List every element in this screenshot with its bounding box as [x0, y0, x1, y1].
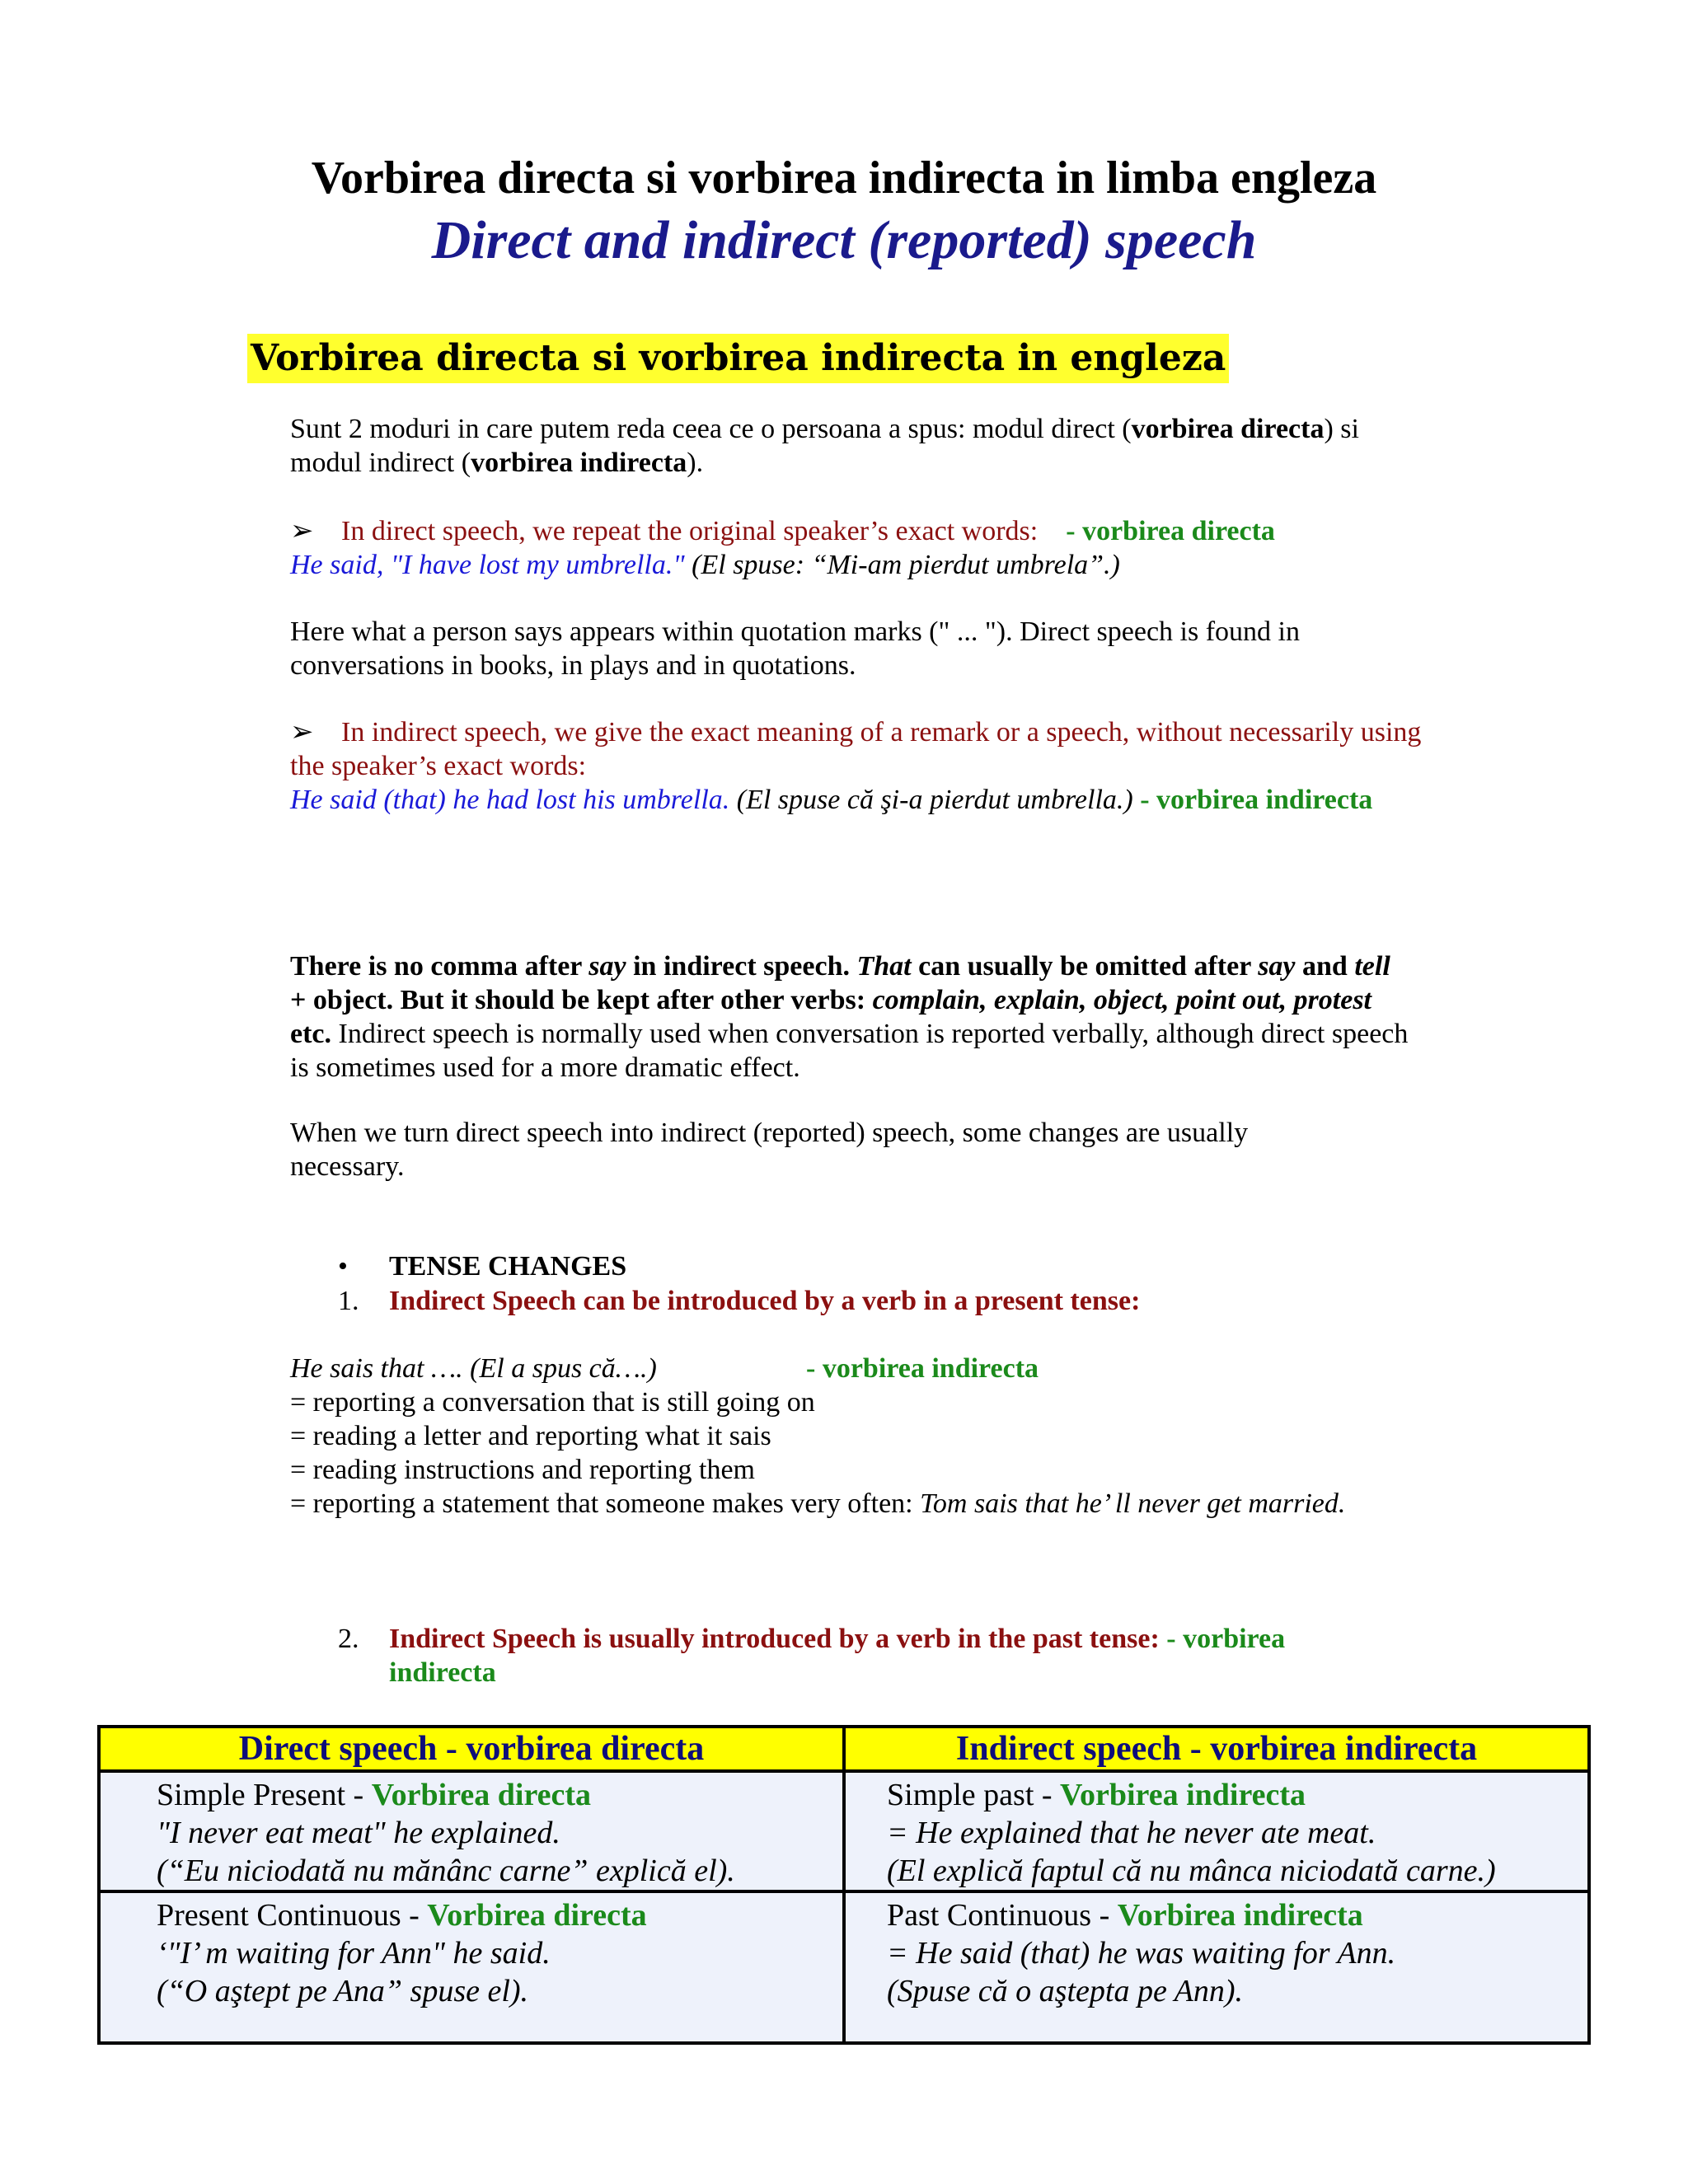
item2-tag: - vorbirea indirecta	[389, 1624, 1286, 1688]
example-line: = He said (that) he was waiting for Ann.	[887, 1936, 1396, 1971]
table-row	[99, 1891, 1589, 2043]
example-translation: (“O aştept pe Ana” spuse el).	[157, 1974, 529, 2008]
tense-name: Past Continuous -	[887, 1898, 1118, 1933]
example-line: "I never eat meat" he explained.	[157, 1816, 560, 1850]
page-subtitle: Direct and indirect (reported) speech	[431, 210, 1257, 270]
table-header-direct: Direct speech - vorbirea directa	[99, 1727, 844, 1771]
use-example: Tom sais that he’ ll never get married.	[920, 1488, 1346, 1519]
example-line: = He explained that he never ate meat.	[887, 1816, 1376, 1850]
intro-paragraph	[290, 412, 1436, 480]
example-translation: (El explică faptul că nu mânca niciodată carne.)	[887, 1854, 1496, 1888]
example-line: ‘"I’ m waiting for Ann" he said.	[157, 1936, 551, 1971]
indirect-point-tag: - vorbirea indirecta	[1140, 785, 1373, 815]
comma-rule-term: tell	[1354, 951, 1390, 982]
tense-tag: Vorbirea indirecta	[1060, 1778, 1306, 1812]
intro-text-1: Sunt 2 moduri in care putem reda ceea ce o persoana a spus: modul direct (	[290, 414, 1132, 444]
tense-name: Simple past -	[887, 1778, 1061, 1812]
intro-text-2: ) si modul indirect (	[290, 414, 1359, 478]
present-tense-uses	[290, 1352, 1436, 1521]
table-cell-indirect	[844, 1771, 1589, 1891]
use-item: = reporting a conversation that is still going on	[290, 1387, 815, 1418]
comma-rule-text: and	[1295, 951, 1355, 982]
table-row	[99, 1771, 1589, 1891]
indirect-example-ro: (El spuse că şi-a pierdut umbrella.)	[729, 785, 1141, 815]
direct-point-text: In direct speech, we repeat the original speaker’s exact words:	[341, 516, 1039, 546]
tense-tag: Vorbirea directa	[371, 1778, 592, 1812]
indirect-point-text: In indirect speech, we give the exact meaning of a remark or a speech, without necessarily using the speaker’s exact words:	[290, 717, 1422, 781]
tense-item-1	[338, 1284, 1140, 1318]
arrow-bullet-icon: ➢	[290, 717, 314, 748]
comma-rule-paragraph	[290, 949, 1411, 1085]
item-number: 1.	[338, 1286, 359, 1316]
comma-rule-text: + object. But it should be kept after other verbs:	[290, 985, 873, 1015]
use-item: = reading instructions and reporting them	[290, 1455, 755, 1485]
indirect-example-en: He said (that) he had lost his umbrella.	[290, 785, 730, 815]
table-cell-direct	[99, 1891, 844, 2043]
comma-rule-term: That	[856, 951, 912, 982]
changes-note: When we turn direct speech into indirect (reported) speech, some changes are usually necessary.	[290, 1118, 1249, 1182]
use-item: = reading a letter and reporting what it sais	[290, 1421, 771, 1451]
comma-rule-text: can usually be omitted after	[911, 951, 1259, 982]
intro-bold-indirect: vorbirea indirecta	[471, 448, 687, 478]
direct-example-en: He said, "I have lost my umbrella."	[290, 550, 685, 580]
comma-rule-text: in indirect speech.	[626, 951, 857, 982]
present-example-tag: - vorbirea indirecta	[806, 1353, 1039, 1384]
comma-rule-text: etc.	[290, 1019, 332, 1049]
item-number: 2.	[338, 1624, 359, 1654]
comma-rule-text: There is no comma after	[290, 951, 589, 982]
table-cell-indirect	[844, 1891, 1589, 2043]
comma-rule-term: say	[1258, 951, 1296, 982]
page-title: Vorbirea directa si vorbirea indirecta in limba engleza	[311, 152, 1377, 204]
table-cell-direct	[99, 1771, 844, 1891]
tense-name: Present Continuous -	[157, 1898, 428, 1933]
comma-rule-term: say	[588, 951, 626, 982]
intro-bold-direct: vorbirea directa	[1131, 414, 1325, 444]
intro-text-3: ).	[687, 448, 704, 478]
tense-changes-bullet	[338, 1249, 626, 1283]
direct-example-ro: (El spuse: “Mi-am pierdut umbrela”.)	[684, 550, 1120, 580]
bullet-dot-icon: •	[338, 1251, 348, 1282]
direct-speech-point	[290, 514, 1436, 582]
example-translation: (“Eu niciodată nu mănânc carne” explică el).	[157, 1854, 735, 1888]
table-header-indirect: Indirect speech - vorbirea indirecta	[844, 1727, 1589, 1771]
use-item: = reporting a statement that someone makes very often:	[290, 1488, 921, 1519]
tense-item-2	[338, 1622, 1368, 1690]
comma-rule-rest: Indirect speech is normally used when conversation is reported verbally, although direct speech is sometimes used for a more dramatic effect.	[290, 1019, 1409, 1083]
tense-tag: Vorbirea directa	[427, 1898, 647, 1933]
arrow-bullet-icon: ➢	[290, 516, 314, 546]
tense-change-table	[97, 1725, 1591, 2045]
item2-text: Indirect Speech is usually introduced by a verb in the past tense:	[389, 1624, 1167, 1654]
direct-point-tag: - vorbirea directa	[1066, 516, 1275, 546]
section-heading: Vorbirea directa si vorbirea indirecta in engleza	[247, 334, 1229, 383]
tense-name: Simple Present -	[157, 1778, 372, 1812]
indirect-speech-point	[290, 715, 1436, 817]
item1-text: Indirect Speech can be introduced by a verb in a present tense:	[389, 1286, 1141, 1316]
comma-rule-verbs: complain, explain, object, point out, protest	[872, 985, 1372, 1015]
example-translation: (Spuse că o aştepta pe Ann).	[887, 1974, 1243, 2008]
present-example: He sais that …. (El a spus că….)	[290, 1353, 657, 1384]
tense-tag: Vorbirea indirecta	[1117, 1898, 1363, 1933]
tense-changes-label: TENSE CHANGES	[389, 1251, 627, 1282]
direct-explanation: Here what a person says appears within quotation marks (" ... "). Direct speech is found in conversations in books, in plays and in quotations.	[290, 616, 1300, 681]
